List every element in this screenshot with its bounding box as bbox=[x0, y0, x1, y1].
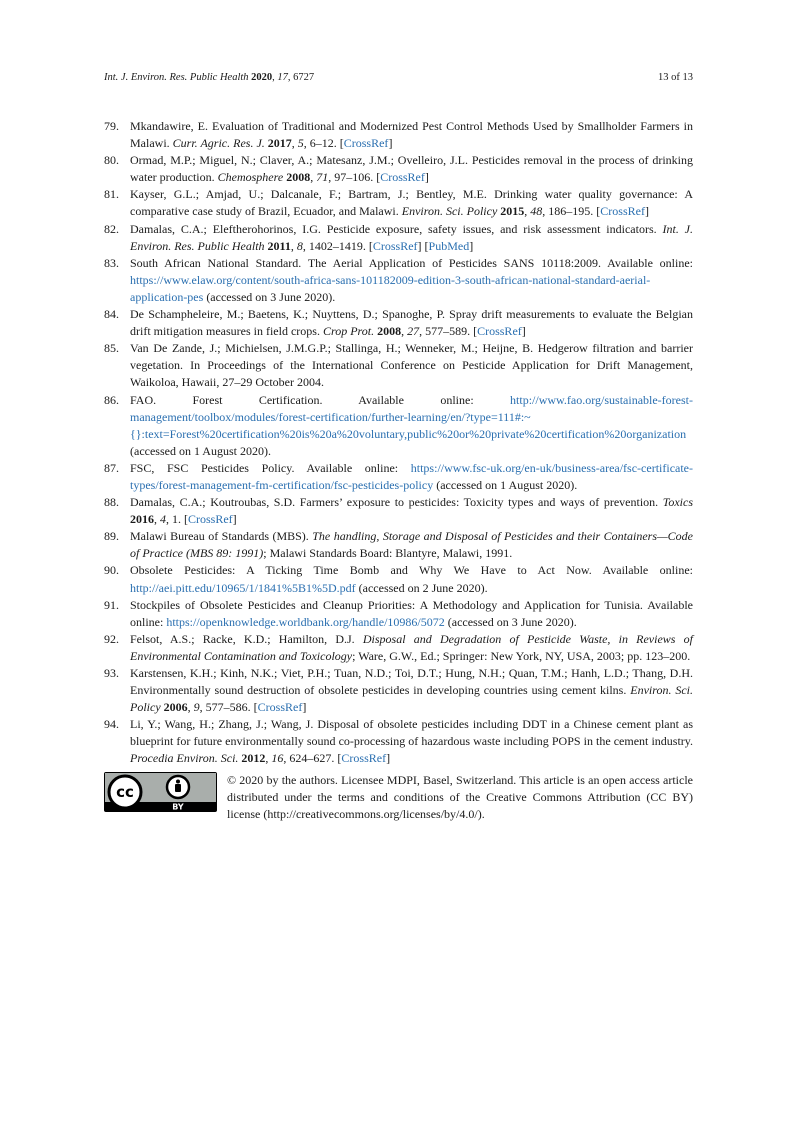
reference-item bbox=[104, 186, 693, 220]
reference-fragment: Karstensen, K.H.; Kinh, N.K.; Viet, P.H.; Tuan, N.D.; Toi, D.T.; Hung, N.H.; Quan, T.M.; Hanh, L.D.; Thang, D.H. Environmentally sound destruction of obsolete pesticides in developing countries using cement kilns. bbox=[130, 666, 693, 698]
reference-number: 90. bbox=[104, 563, 119, 578]
reference-item bbox=[104, 665, 693, 716]
reference-item bbox=[104, 460, 693, 494]
reference-fragment: ] bbox=[644, 204, 649, 219]
reference-number: 89. bbox=[104, 529, 119, 544]
reference-year: 2017 bbox=[267, 136, 292, 151]
reference-italic: 8 bbox=[296, 238, 303, 253]
reference-number: 84. bbox=[104, 307, 119, 322]
page-number: 13 of 13 bbox=[658, 72, 693, 83]
reference-list bbox=[104, 118, 693, 768]
reference-year: 2008 bbox=[377, 324, 402, 339]
reference-item bbox=[104, 255, 693, 306]
reference-fragment: ; Malawi Standards Board: Blantyre, Malawi, 1991. bbox=[263, 546, 513, 561]
reference-fragment: , 1. [ bbox=[166, 512, 188, 527]
license-block bbox=[104, 772, 693, 823]
license-text: © 2020 by the authors. Licensee MDPI, Basel, Switzerland. This article is an open access article distributed under the terms and conditions of the Creative Commons Attribution (CC BY) license (http://creativecommons.org/licenses/by/4.0/). bbox=[227, 773, 693, 822]
reference-fragment: , bbox=[291, 136, 298, 151]
article-number: 6727 bbox=[293, 72, 315, 83]
reference-fragment: ] bbox=[302, 700, 307, 715]
reference-fragment: ] bbox=[386, 751, 391, 766]
reference-year: 2015 bbox=[500, 204, 525, 219]
reference-year: 2011 bbox=[267, 238, 291, 253]
reference-item bbox=[104, 306, 693, 340]
reference-link[interactable]: CrossRef bbox=[188, 512, 233, 527]
reference-year: 2008 bbox=[286, 170, 311, 185]
reference-item bbox=[104, 152, 693, 186]
journal-volume: 17 bbox=[277, 72, 288, 83]
reference-link[interactable]: http://aei.pitt.edu/10965/1/1841%5B1%5D.pdf bbox=[130, 580, 356, 595]
reference-fragment: ] bbox=[521, 324, 526, 339]
reference-number: 83. bbox=[104, 255, 119, 270]
reference-fragment: Mkandawire, E. Evaluation of Traditional and Modernized Pest Control Methods Used by Smallholder Farmers in Malawi. bbox=[130, 119, 693, 151]
reference-fragment: ] bbox=[232, 512, 237, 527]
reference-text bbox=[130, 152, 693, 186]
reference-fragment: (accessed on 2 June 2020). bbox=[355, 580, 488, 595]
reference-italic: 16 bbox=[271, 751, 284, 766]
reference-fragment: Van De Zande, J.; Michielsen, J.M.G.P.; Stallinga, H.; Wenneker, M.; Heijne, B. Hedgerow filtration and barrier vegetation. In Proceedings of the International Conference on Pesticide Application for Drift Management, Waikoloa, Hawaii, 27–29 October 2004. bbox=[130, 341, 693, 390]
reference-item bbox=[104, 392, 693, 460]
reference-fragment: ] bbox=[424, 170, 429, 185]
reference-number: 92. bbox=[104, 631, 119, 646]
reference-number: 88. bbox=[104, 495, 119, 510]
reference-year: 2016 bbox=[130, 512, 154, 527]
reference-fragment: , 6–12. [ bbox=[303, 136, 344, 151]
reference-fragment: De Schampheleire, M.; Baetens, K.; Nuyttens, D.; Spanoghe, P. Spray drift measurements to evaluate the Belgian drift mitigation measures in field crops. bbox=[130, 307, 693, 339]
reference-fragment: Damalas, C.A.; Koutroubas, S.D. Farmers’ exposure to pesticides: Toxicity types and ways of prevention. bbox=[130, 495, 663, 510]
reference-italic: 5 bbox=[297, 136, 304, 151]
reference-italic: Environ. Sci. Policy bbox=[401, 204, 498, 219]
reference-fragment: , 577–589. [ bbox=[419, 324, 478, 339]
reference-item bbox=[104, 597, 693, 631]
reference-item bbox=[104, 340, 693, 391]
reference-text bbox=[130, 494, 693, 528]
reference-italic: 9 bbox=[193, 700, 200, 715]
reference-text bbox=[130, 716, 693, 767]
reference-item bbox=[104, 221, 693, 255]
reference-link[interactable]: https://www.elaw.org/content/south-africa-sans-101182009-edition-3-south-african-national-standard-aerial-application-pes bbox=[130, 272, 651, 304]
reference-number: 81. bbox=[104, 187, 119, 202]
reference-item bbox=[104, 118, 693, 152]
reference-italic: Toxics bbox=[662, 495, 693, 510]
journal-year: 2020 bbox=[251, 72, 273, 83]
reference-text bbox=[130, 221, 693, 255]
reference-text bbox=[130, 562, 693, 596]
reference-fragment: (accessed on 3 June 2020). bbox=[203, 289, 336, 304]
reference-fragment: , 577–586. [ bbox=[199, 700, 258, 715]
reference-number: 93. bbox=[104, 666, 119, 680]
reference-text bbox=[130, 118, 693, 152]
reference-number: 79. bbox=[104, 119, 119, 133]
running-header bbox=[104, 72, 693, 83]
reference-text bbox=[130, 665, 693, 716]
reference-fragment: , 624–627. [ bbox=[283, 751, 342, 766]
reference-fragment: , bbox=[290, 238, 297, 253]
reference-italic: Environ. Sci. Policy bbox=[130, 683, 693, 715]
reference-fragment: , bbox=[524, 204, 531, 219]
reference-link[interactable]: https://openknowledge.worldbank.org/handle/10986/5072 bbox=[166, 614, 445, 629]
reference-item bbox=[104, 494, 693, 528]
reference-link[interactable]: CrossRef bbox=[600, 204, 645, 219]
reference-italic: 27 bbox=[407, 324, 420, 339]
reference-text bbox=[130, 306, 693, 340]
reference-fragment: (accessed on 1 August 2020). bbox=[433, 477, 578, 492]
reference-year: 2012 bbox=[241, 751, 266, 766]
reference-fragment: (accessed on 1 August 2020). bbox=[130, 443, 271, 458]
reference-item bbox=[104, 562, 693, 596]
reference-fragment: , 97–106. [ bbox=[328, 170, 381, 185]
reference-number: 87. bbox=[104, 460, 119, 475]
reference-text bbox=[130, 631, 693, 665]
reference-fragment: , 1402–1419. [ bbox=[302, 238, 373, 253]
reference-number: 82. bbox=[104, 221, 119, 236]
reference-fragment: (accessed on 3 June 2020). bbox=[444, 614, 577, 629]
reference-fragment: FAO. Forest Certification. Available online: bbox=[130, 392, 511, 407]
reference-text bbox=[130, 528, 693, 562]
reference-italic: Curr. Agric. Res. J. bbox=[172, 136, 265, 151]
reference-fragment: ] [ bbox=[417, 238, 429, 253]
reference-fragment: Damalas, C.A.; Eleftherohorinos, I.G. Pesticide exposure, safety issues, and risk assessment indicators. bbox=[130, 221, 663, 236]
header-citation: Int. J. Environ. Res. Public Health 2020, 17, 6727 bbox=[104, 72, 315, 83]
reference-fragment: Li, Y.; Wang, H.; Zhang, J.; Wang, J. Disposal of obsolete pesticides including DDT in a Chinese cement plant as blueprint for future environmentally sound co-processing of hazardous waste including POPS in the cement industry. bbox=[130, 717, 693, 749]
reference-fragment: Malawi Bureau of Standards (MBS). bbox=[130, 529, 313, 544]
reference-fragment: Obsolete Pesticides: A Ticking Time Bomb and Why We Have to Act Now. Available online: bbox=[130, 563, 693, 578]
reference-fragment: Kayser, G.L.; Amjad, U.; Dalcanale, F.; Bartram, J.; Bentley, M.E. Drinking water quality governance: A comparative case study of Brazil, Ecuador, and Malawi. bbox=[130, 187, 693, 219]
cc-by-logo bbox=[105, 773, 216, 811]
reference-fragment: ] bbox=[388, 136, 393, 151]
reference-fragment: , bbox=[265, 751, 272, 766]
reference-fragment: , bbox=[310, 170, 317, 185]
reference-italic: Int. J. Environ. Res. Public Health bbox=[130, 221, 693, 253]
reference-text bbox=[130, 340, 693, 391]
reference-year: 2006 bbox=[163, 700, 188, 715]
reference-text bbox=[130, 460, 693, 494]
reference-number: 94. bbox=[104, 717, 119, 732]
reference-fragment: ; Ware, G.W., Ed.; Springer: New York, NY, USA, 2003; pp. 123–200. bbox=[352, 648, 691, 663]
reference-link[interactable]: PubMed bbox=[428, 238, 470, 253]
reference-number: 91. bbox=[104, 597, 119, 612]
reference-item bbox=[104, 716, 693, 767]
reference-link[interactable]: https://www.fsc-uk.org/en-uk/business-area/fsc-certificate-types/forest-management-fm-certification/fsc-pesticides-policy bbox=[130, 460, 693, 492]
reference-fragment: , 186–195. [ bbox=[542, 204, 601, 219]
reference-item bbox=[104, 528, 693, 562]
reference-fragment: , bbox=[187, 700, 194, 715]
by-label: BY bbox=[172, 802, 184, 811]
journal-name: Int. J. Environ. Res. Public Health bbox=[104, 72, 249, 83]
reference-italic: Chemosphere bbox=[217, 170, 284, 185]
reference-number: 86. bbox=[104, 392, 119, 407]
reference-italic: Crop Prot. bbox=[322, 324, 375, 339]
reference-link[interactable]: CrossRef bbox=[257, 700, 303, 715]
reference-text bbox=[130, 186, 693, 220]
reference-link[interactable]: CrossRef bbox=[477, 324, 522, 339]
reference-text bbox=[130, 597, 693, 631]
reference-link[interactable]: CrossRef bbox=[372, 238, 418, 253]
reference-text bbox=[130, 255, 693, 306]
reference-italic: Procedia Environ. Sci. bbox=[130, 751, 239, 766]
reference-italic: 71 bbox=[316, 170, 329, 185]
reference-fragment: Stockpiles of Obsolete Pesticides and Cleanup Priorities: A Methodology and Application for Tunisia. Available online: bbox=[130, 597, 693, 629]
reference-fragment: , bbox=[401, 324, 408, 339]
reference-number: 80. bbox=[104, 153, 119, 168]
reference-italic: 4 bbox=[160, 512, 166, 527]
reference-italic: The handling, Storage and Disposal of Pesticides and their Containers—Code of Practice (MBS 89: 1991) bbox=[130, 529, 693, 561]
reference-number: 85. bbox=[104, 341, 119, 356]
reference-fragment: ] bbox=[469, 238, 474, 253]
cc-by-license-badge[interactable] bbox=[104, 772, 217, 812]
cc-mark: cc bbox=[116, 783, 134, 801]
reference-link[interactable]: CrossRef bbox=[343, 136, 389, 151]
reference-fragment: Ormad, M.P.; Miguel, N.; Claver, A.; Matesanz, J.M.; Ovelleiro, J.L. Pesticides removal in the process of drinking water production. bbox=[130, 153, 693, 185]
reference-fragment: South African National Standard. The Aerial Application of Pesticides SANS 10118:2009. Available online: bbox=[130, 255, 693, 270]
reference-link[interactable]: CrossRef bbox=[341, 751, 387, 766]
reference-item bbox=[104, 631, 693, 665]
reference-italic: Disposal and Degradation of Pesticide Waste, in Reviews of Environmental Contamination and Toxicology bbox=[130, 631, 694, 663]
reference-italic: 48 bbox=[530, 204, 543, 219]
reference-fragment: FSC, FSC Pesticides Policy. Available online: bbox=[130, 460, 411, 475]
reference-fragment: Felsot, A.S.; Racke, K.D.; Hamilton, D.J. bbox=[130, 631, 363, 646]
reference-link[interactable]: CrossRef bbox=[380, 170, 425, 185]
reference-link[interactable]: http://www.fao.org/sustainable-forest-management/toolbox/modules/forest-certification/further-learning/en/?type=111#:~{}:text=Forest%20certification%20is%20a%20voluntary,public%20or%20private%20certification%20organization bbox=[130, 392, 693, 441]
reference-fragment: , bbox=[154, 512, 160, 527]
reference-text bbox=[130, 392, 693, 460]
